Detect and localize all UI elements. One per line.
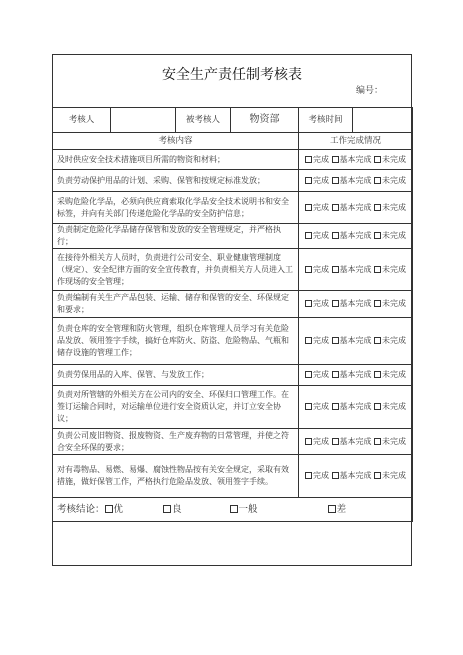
- table-row: [53, 291, 413, 318]
- checkbox-icon[interactable]: [305, 472, 312, 479]
- status-option-label: 未完成: [382, 154, 406, 164]
- table-row: [53, 192, 413, 224]
- status-checkbox-group: [303, 175, 408, 187]
- info-row: [53, 108, 413, 133]
- table-row: [53, 150, 413, 170]
- checkbox-icon[interactable]: [332, 371, 339, 378]
- checkbox-icon[interactable]: [374, 371, 381, 378]
- checkbox-icon[interactable]: [332, 177, 339, 184]
- checkbox-icon[interactable]: [332, 472, 339, 479]
- status-option-label: 基本完成: [339, 202, 372, 212]
- status-checkbox-group: [303, 298, 408, 310]
- status-option[interactable]: [332, 436, 372, 448]
- status-option[interactable]: [332, 154, 372, 166]
- assessment-form: [52, 54, 412, 566]
- status-option[interactable]: [374, 470, 406, 482]
- status-option-label: 基本完成: [339, 370, 372, 379]
- assessment-item-text: 负责公司废旧物资、报废物资、生产废弃物的日常管理，并使之符合安全环保的要求；: [53, 429, 299, 455]
- table-row: [53, 249, 413, 291]
- checkbox-icon[interactable]: [105, 505, 113, 513]
- assessor-label: 考核人: [53, 108, 111, 133]
- status-cell: [299, 249, 413, 291]
- status-option[interactable]: [332, 298, 372, 310]
- assessment-item-text: 及时供应安全技术措施项目所需的物资和材料；: [53, 150, 299, 170]
- status-option-label: 未完成: [382, 402, 406, 411]
- assessment-item-text: 负责劳动保护用品的计划、采购、保管和按规定标准发放；: [53, 170, 299, 192]
- status-option[interactable]: [374, 175, 406, 187]
- checkbox-icon[interactable]: [305, 371, 312, 378]
- status-checkbox-group: [303, 369, 408, 381]
- assessment-item-text: 负责仓库的安全管理和防火管理，组织仓库管理人员学习有关危险品发放、领用签字手续，搞好仓库防火、防盗、危险物品、气瓶和储存设施的管理工作；: [53, 318, 299, 365]
- status-option[interactable]: [305, 335, 329, 347]
- checkbox-icon[interactable]: [374, 266, 381, 273]
- conclusion-option-label: 优: [113, 503, 124, 515]
- checkbox-icon[interactable]: [305, 266, 312, 273]
- checkbox-icon[interactable]: [374, 204, 381, 211]
- status-option[interactable]: [305, 470, 329, 482]
- checkbox-icon[interactable]: [374, 232, 381, 239]
- status-option[interactable]: [305, 175, 329, 187]
- status-option[interactable]: [332, 175, 372, 187]
- conclusion-option[interactable]: [163, 504, 182, 516]
- checkbox-icon[interactable]: [332, 403, 339, 410]
- checkbox-icon[interactable]: [374, 438, 381, 445]
- checkbox-icon[interactable]: [332, 337, 339, 344]
- status-option[interactable]: [374, 436, 406, 448]
- form-code-label: 编号：: [355, 86, 383, 96]
- conclusion-option-label: 良: [172, 503, 182, 515]
- status-option-label: 完成: [313, 299, 329, 308]
- checkbox-icon[interactable]: [332, 156, 339, 163]
- status-option-label: 完成: [313, 175, 329, 185]
- table-row: [53, 318, 413, 365]
- checkbox-icon[interactable]: [332, 300, 339, 307]
- status-checkbox-group: [303, 470, 408, 482]
- conclusion-option[interactable]: [105, 504, 124, 516]
- conclusion-option-label: 一般: [238, 503, 258, 515]
- checkbox-icon[interactable]: [374, 177, 381, 184]
- status-option-label: 未完成: [382, 231, 406, 240]
- checkbox-icon[interactable]: [305, 177, 312, 184]
- status-option-label: 完成: [313, 336, 329, 345]
- status-option-label: 未完成: [382, 471, 406, 480]
- checkbox-icon[interactable]: [332, 438, 339, 445]
- checkbox-icon[interactable]: [332, 204, 339, 211]
- checkbox-icon[interactable]: [305, 337, 312, 344]
- checkbox-icon[interactable]: [305, 232, 312, 239]
- status-option-label: 完成: [313, 370, 329, 379]
- status-option-label: 完成: [313, 202, 329, 212]
- status-option[interactable]: [374, 369, 406, 381]
- status-option[interactable]: [305, 202, 329, 214]
- status-option-label: 基本完成: [339, 471, 372, 480]
- table-row: [53, 365, 413, 386]
- status-option[interactable]: [374, 298, 406, 310]
- status-cell: [299, 429, 413, 455]
- status-option[interactable]: [332, 230, 372, 242]
- status-option[interactable]: [332, 470, 372, 482]
- table-row: [53, 429, 413, 455]
- assessment-item-text: 对有毒物品、易燃、易爆、腐蚀性物品按有关安全规定，采取有效措施，做好保管工作，严格执行危险品发放、领用签字手续。: [53, 455, 299, 498]
- assessment-item-text: 负责制定危险化学品储存保管和发放的安全管理规定，并严格执行；: [53, 224, 299, 249]
- status-option[interactable]: [305, 154, 329, 166]
- status-checkbox-group: [303, 202, 408, 214]
- status-checkbox-group: [303, 436, 408, 448]
- status-option[interactable]: [305, 401, 329, 413]
- status-option[interactable]: [374, 202, 406, 214]
- assessment-item-text: 负责劳保用品的入库、保管、与发放工作；: [53, 365, 299, 386]
- table-row: [53, 386, 413, 429]
- status-option-label: 基本完成: [339, 402, 372, 411]
- status-option-label: 未完成: [382, 436, 406, 446]
- status-cell: [299, 318, 413, 365]
- checkbox-icon[interactable]: [163, 505, 171, 513]
- status-cell: [299, 170, 413, 192]
- status-cell: [299, 192, 413, 224]
- department-value[interactable]: 物资部: [231, 108, 299, 133]
- column-header-row: [53, 133, 413, 150]
- content-column-header: 考核内容: [53, 133, 299, 150]
- checkbox-icon[interactable]: [374, 337, 381, 344]
- status-option-label: 完成: [313, 154, 329, 164]
- status-cell: [299, 291, 413, 318]
- status-option[interactable]: [332, 401, 372, 413]
- status-option[interactable]: [305, 298, 329, 310]
- status-option-label: 基本完成: [339, 336, 372, 345]
- status-option-label: 未完成: [382, 299, 406, 308]
- checkbox-icon[interactable]: [305, 156, 312, 163]
- table-row: [53, 224, 413, 249]
- status-checkbox-group: [303, 264, 408, 276]
- status-checkbox-group: [303, 401, 408, 413]
- status-option[interactable]: [332, 335, 372, 347]
- checkbox-icon[interactable]: [374, 156, 381, 163]
- assessee-label: 被考核人: [176, 108, 231, 133]
- status-cell: [299, 224, 413, 249]
- status-option-label: 未完成: [382, 370, 406, 379]
- assessment-item-text: 采购危险化学品，必须向供应商索取化学品安全技术说明书和安全标签，并向有关部门传递危险化学品的安全防护信息；: [53, 192, 299, 224]
- status-option[interactable]: [305, 436, 329, 448]
- status-option-label: 基本完成: [339, 231, 372, 240]
- status-option-label: 未完成: [382, 336, 406, 345]
- status-option[interactable]: [332, 369, 372, 381]
- status-checkbox-group: [303, 154, 408, 166]
- table-row: [53, 455, 413, 498]
- assessor-value-cell[interactable]: [111, 108, 176, 133]
- checkbox-icon[interactable]: [305, 204, 312, 211]
- status-cell: [299, 455, 413, 498]
- assessment-table: [52, 107, 413, 522]
- status-option[interactable]: [374, 401, 406, 413]
- status-option[interactable]: [374, 154, 406, 166]
- assessment-item-text: 在接待外相关方人员时，负责进行公司安全、职业健康管理制度（规定）、安全纪律方面的安全宣传教育，并负责相关方人员进入工作现场的安全管理；: [53, 249, 299, 291]
- status-option-label: 完成: [313, 402, 329, 411]
- conclusion-cell: [53, 498, 413, 522]
- checkbox-icon[interactable]: [332, 232, 339, 239]
- status-option-label: 完成: [313, 264, 329, 274]
- status-cell: [299, 150, 413, 170]
- assessment-item-text: 负责编制有关生产产品包装、运输、储存和保管的安全、环保规定和要求；: [53, 291, 299, 318]
- status-option-label: 未完成: [382, 264, 406, 274]
- checkbox-icon[interactable]: [332, 266, 339, 273]
- conclusion-label: 考核结论：: [57, 503, 105, 515]
- status-option[interactable]: [374, 335, 406, 347]
- conclusion-option[interactable]: [230, 504, 258, 516]
- checkbox-icon[interactable]: [328, 505, 336, 513]
- checkbox-icon[interactable]: [230, 505, 238, 513]
- checkbox-icon[interactable]: [305, 300, 312, 307]
- checkbox-icon[interactable]: [374, 403, 381, 410]
- table-row: [53, 170, 413, 192]
- status-option[interactable]: [374, 264, 406, 276]
- status-option-label: 基本完成: [339, 436, 372, 446]
- status-option[interactable]: [374, 230, 406, 242]
- checkbox-icon[interactable]: [305, 438, 312, 445]
- time-value-cell[interactable]: [353, 108, 413, 133]
- status-option[interactable]: [305, 369, 329, 381]
- conclusion-row: [53, 498, 413, 522]
- status-option[interactable]: [305, 264, 329, 276]
- time-label: 考核时间: [299, 108, 353, 133]
- conclusion-option[interactable]: [328, 504, 347, 516]
- status-checkbox-group: [303, 230, 408, 242]
- status-option-label: 完成: [313, 471, 329, 480]
- status-option-label: 基本完成: [339, 299, 372, 308]
- status-option[interactable]: [332, 264, 372, 276]
- status-option-label: 未完成: [382, 202, 406, 212]
- conclusion-option-label: 差: [336, 503, 347, 515]
- status-checkbox-group: [303, 335, 408, 347]
- status-cell: [299, 365, 413, 386]
- status-option-label: 完成: [313, 231, 329, 240]
- checkbox-icon[interactable]: [374, 472, 381, 479]
- status-option-label: 基本完成: [339, 175, 372, 185]
- status-cell: [299, 386, 413, 429]
- assessment-item-text: 负责对所管辖的外相关方在公司内的安全、环保归口管理工作。在签订运输合同时，对运输单位进行安全资质认定，并订立安全协议；: [53, 386, 299, 429]
- checkbox-icon[interactable]: [305, 403, 312, 410]
- checkbox-icon[interactable]: [374, 300, 381, 307]
- status-column-header: 工作完成情况: [299, 133, 413, 150]
- status-option-label: 未完成: [382, 175, 406, 185]
- status-option[interactable]: [332, 202, 372, 214]
- form-title: 安全生产责任制考核表: [162, 67, 302, 83]
- status-option-label: 基本完成: [339, 264, 372, 274]
- status-option[interactable]: [305, 230, 329, 242]
- status-option-label: 基本完成: [339, 154, 372, 164]
- status-option-label: 完成: [313, 436, 329, 446]
